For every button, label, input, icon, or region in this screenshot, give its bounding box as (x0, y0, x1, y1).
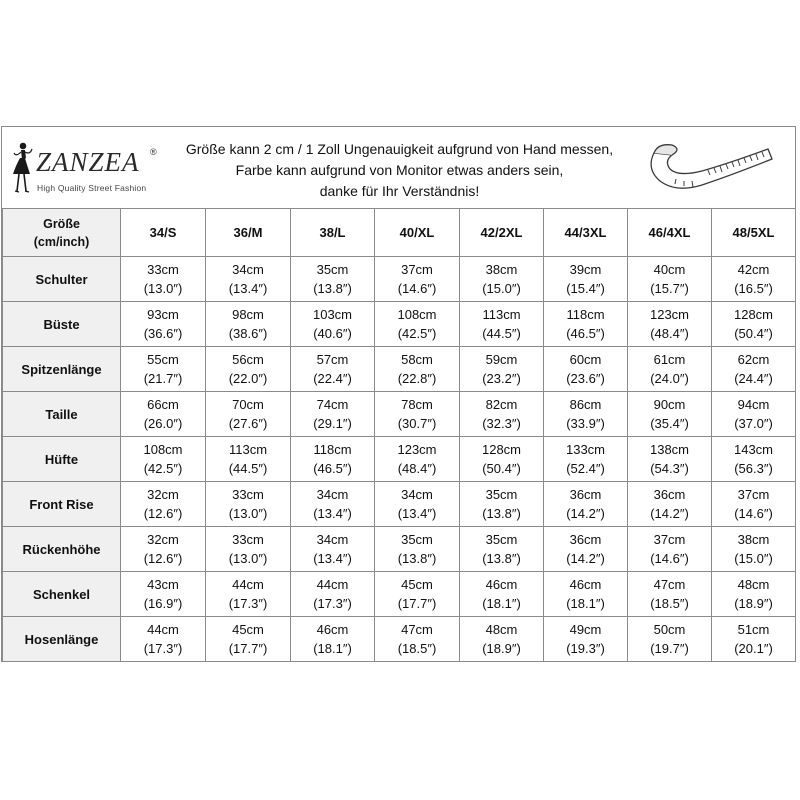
table-row (3, 392, 796, 437)
value-inch: (38.6″) (228, 326, 268, 341)
value-inch: (44.5″) (482, 326, 521, 341)
value-inch: (40.6″) (313, 326, 352, 341)
measuring-tape-icon (642, 139, 782, 199)
value-cm: 33cm (232, 487, 264, 502)
value-cm: 70cm (232, 397, 264, 412)
registered-mark: ® (150, 147, 157, 157)
measurement-cell (628, 617, 712, 662)
value-inch: (52.4″) (566, 461, 605, 476)
measurement-cell (628, 392, 712, 437)
notice-line: Größe kann 2 cm / 1 Zoll Ungenauigkeit aufgrund von Hand messen, (185, 141, 614, 157)
fashion-figure-icon (10, 141, 34, 199)
value-inch: (42.5″) (143, 461, 183, 476)
value-cm: 55cm (147, 352, 179, 367)
value-cm: 35cm (485, 487, 518, 502)
size-header-row (3, 209, 796, 257)
value-cm: 50cm (653, 622, 686, 637)
value-inch: (13.4″) (228, 281, 268, 296)
value-cm: 35cm (485, 532, 518, 547)
table-row (3, 617, 796, 662)
value-inch: (22.8″) (397, 371, 437, 386)
value-cm: 36cm (653, 487, 686, 502)
value-inch: (50.4″) (482, 461, 521, 476)
value-inch: (17.3″) (143, 641, 183, 656)
measurement-notice (167, 139, 632, 202)
value-cm: 58cm (401, 352, 433, 367)
table-row (3, 302, 796, 347)
measurement-cell (121, 482, 206, 527)
value-inch: (18.1″) (566, 596, 605, 611)
value-cm: 78cm (401, 397, 433, 412)
measurement-cell (375, 482, 460, 527)
value-inch: (13.4″) (313, 506, 352, 521)
measurement-cell (121, 302, 206, 347)
value-inch: (15.4″) (566, 281, 605, 296)
value-cm: 34cm (401, 487, 433, 502)
value-inch: (37.0″) (734, 416, 773, 431)
measurement-label: Büste (3, 302, 121, 347)
measurement-cell (544, 482, 628, 527)
measurement-cell (206, 392, 291, 437)
value-inch: (50.4″) (734, 326, 773, 341)
value-inch: (48.4″) (397, 461, 437, 476)
value-inch: (13.0″) (228, 551, 268, 566)
value-cm: 34cm (316, 532, 349, 547)
size-header: 38/L (291, 209, 375, 257)
value-cm: 98cm (232, 307, 264, 322)
measurement-cell (712, 572, 796, 617)
value-cm: 45cm (232, 622, 264, 637)
value-cm: 47cm (653, 577, 686, 592)
measurement-cell (628, 572, 712, 617)
value-cm: 51cm (737, 622, 770, 637)
value-inch: (16.5″) (734, 281, 773, 296)
value-cm: 33cm (147, 262, 179, 277)
measurement-cell (291, 617, 375, 662)
measurement-cell (121, 392, 206, 437)
value-cm: 123cm (397, 442, 437, 457)
value-cm: 44cm (232, 577, 264, 592)
value-inch: (46.5″) (566, 326, 605, 341)
brand-tagline: High Quality Street Fashion (37, 183, 147, 193)
value-cm: 133cm (565, 442, 606, 457)
value-cm: 113cm (482, 307, 521, 322)
measurement-cell (206, 437, 291, 482)
size-table-body (3, 257, 796, 662)
size-header: 46/4XL (628, 209, 712, 257)
value-cm: 48cm (737, 577, 770, 592)
value-cm: 36cm (569, 487, 602, 502)
measurement-cell (460, 482, 544, 527)
value-cm: 47cm (401, 622, 433, 637)
measurement-cell (375, 572, 460, 617)
value-cm: 118cm (313, 442, 352, 457)
measurement-cell (460, 392, 544, 437)
value-inch: (24.0″) (650, 371, 689, 386)
value-cm: 94cm (737, 397, 770, 412)
value-inch: (14.6″) (397, 281, 437, 296)
measurement-cell (121, 527, 206, 572)
value-inch: (44.5″) (228, 461, 268, 476)
size-header: 34/S (121, 209, 206, 257)
value-inch: (12.6″) (143, 506, 183, 521)
value-inch: (36.6″) (143, 326, 183, 341)
size-header: 40/XL (375, 209, 460, 257)
measurement-cell (460, 572, 544, 617)
table-row (3, 257, 796, 302)
measurement-cell (712, 437, 796, 482)
value-cm: 45cm (401, 577, 433, 592)
value-cm: 123cm (649, 307, 690, 322)
measurement-cell (291, 482, 375, 527)
value-inch: (13.8″) (397, 551, 437, 566)
value-inch: (18.1″) (313, 641, 352, 656)
value-cm: 38cm (737, 532, 770, 547)
value-inch: (32.3″) (482, 416, 521, 431)
measurement-cell (291, 437, 375, 482)
measurement-cell (544, 302, 628, 347)
value-inch: (30.7″) (397, 416, 437, 431)
value-inch: (48.4″) (650, 326, 689, 341)
measurement-cell (460, 347, 544, 392)
value-cm: 42cm (737, 262, 770, 277)
table-row (3, 437, 796, 482)
measurement-cell (375, 437, 460, 482)
measurement-cell (206, 482, 291, 527)
measurement-cell (121, 617, 206, 662)
measurement-cell (712, 392, 796, 437)
measurement-label: Rückenhöhe (3, 527, 121, 572)
value-inch: (54.3″) (650, 461, 689, 476)
value-inch: (12.6″) (143, 551, 183, 566)
measurement-cell (121, 257, 206, 302)
size-header: 36/M (206, 209, 291, 257)
value-cm: 35cm (316, 262, 349, 277)
measurement-cell (544, 527, 628, 572)
value-cm: 35cm (401, 532, 433, 547)
measurement-label: Spitzenlänge (3, 347, 121, 392)
measurement-cell (460, 527, 544, 572)
value-cm: 40cm (653, 262, 686, 277)
chart-header (2, 127, 795, 209)
value-inch: (17.3″) (313, 596, 352, 611)
value-inch: (29.1″) (313, 416, 352, 431)
measurement-cell (544, 572, 628, 617)
measurement-cell (712, 527, 796, 572)
value-inch: (33.9″) (566, 416, 605, 431)
measurement-cell (121, 572, 206, 617)
value-inch: (14.2″) (566, 551, 605, 566)
value-inch: (19.3″) (566, 641, 605, 656)
measurement-cell (291, 572, 375, 617)
measurement-cell (712, 617, 796, 662)
brand-logo (10, 139, 160, 201)
value-inch: (15.7″) (650, 281, 689, 296)
value-inch: (15.0″) (482, 281, 521, 296)
value-cm: 48cm (485, 622, 518, 637)
notice-line: danke für Ihr Verständnis! (319, 183, 480, 199)
measurement-cell (544, 347, 628, 392)
value-inch: (14.2″) (566, 506, 605, 521)
value-inch: (23.2″) (482, 371, 521, 386)
table-row (3, 347, 796, 392)
value-inch: (17.3″) (228, 596, 268, 611)
value-inch: (18.9″) (482, 641, 521, 656)
value-cm: 103cm (312, 307, 353, 322)
measurement-cell (460, 257, 544, 302)
size-header: 44/3XL (544, 209, 628, 257)
measurement-cell (291, 347, 375, 392)
table-row (3, 482, 796, 527)
measurement-cell (206, 572, 291, 617)
value-inch: (14.6″) (734, 506, 773, 521)
value-cm: 46cm (569, 577, 602, 592)
size-table (2, 208, 796, 662)
value-cm: 43cm (147, 577, 179, 592)
value-cm: 37cm (401, 262, 433, 277)
value-cm: 56cm (232, 352, 264, 367)
value-inch: (17.7″) (397, 596, 437, 611)
measurement-cell (712, 482, 796, 527)
measurement-cell (291, 257, 375, 302)
value-cm: 39cm (569, 262, 602, 277)
value-inch: (23.6″) (566, 371, 605, 386)
value-inch: (56.3″) (734, 461, 773, 476)
value-cm: 36cm (569, 532, 602, 547)
value-cm: 32cm (147, 487, 179, 502)
measurement-cell (628, 482, 712, 527)
measurement-cell (544, 257, 628, 302)
value-inch: (20.1″) (734, 641, 773, 656)
value-inch: (18.5″) (397, 641, 437, 656)
value-inch: (13.0″) (143, 281, 183, 296)
value-cm: 44cm (316, 577, 349, 592)
measurement-cell (375, 347, 460, 392)
size-chart (1, 126, 796, 662)
value-cm: 138cm (649, 442, 690, 457)
value-inch: (42.5″) (397, 326, 437, 341)
value-cm: 74cm (316, 397, 349, 412)
value-cm: 37cm (737, 487, 770, 502)
size-header: 42/2XL (460, 209, 544, 257)
value-inch: (13.8″) (313, 281, 352, 296)
value-cm: 90cm (653, 397, 686, 412)
value-inch: (27.6″) (228, 416, 268, 431)
value-inch: (21.7″) (143, 371, 183, 386)
table-row (3, 572, 796, 617)
measurement-cell (712, 302, 796, 347)
notice-line: Farbe kann aufgrund von Monitor etwas anders sein, (235, 162, 564, 178)
value-inch: (26.0″) (143, 416, 183, 431)
measurement-label: Schenkel (3, 572, 121, 617)
value-inch: (15.0″) (734, 551, 773, 566)
measurement-cell (460, 302, 544, 347)
value-inch: (24.4″) (734, 371, 773, 386)
measurement-label: Taille (3, 392, 121, 437)
value-cm: 60cm (569, 352, 602, 367)
measurement-cell (544, 617, 628, 662)
value-inch: (22.4″) (313, 371, 352, 386)
value-cm: 37cm (653, 532, 686, 547)
measurement-cell (712, 257, 796, 302)
measurement-cell (628, 437, 712, 482)
value-cm: 34cm (232, 262, 264, 277)
measurement-cell (375, 302, 460, 347)
value-cm: 34cm (316, 487, 349, 502)
measurement-cell (460, 617, 544, 662)
measurement-cell (375, 617, 460, 662)
value-cm: 49cm (569, 622, 602, 637)
value-inch: (16.9″) (143, 596, 183, 611)
value-cm: 108cm (397, 307, 437, 322)
value-cm: 38cm (485, 262, 518, 277)
value-inch: (14.2″) (650, 506, 689, 521)
measurement-cell (628, 302, 712, 347)
measurement-cell (206, 527, 291, 572)
value-cm: 44cm (147, 622, 179, 637)
value-cm: 62cm (737, 352, 770, 367)
value-cm: 46cm (316, 622, 349, 637)
value-cm: 143cm (733, 442, 774, 457)
value-cm: 57cm (316, 352, 349, 367)
measurement-cell (375, 257, 460, 302)
value-inch: (14.6″) (650, 551, 689, 566)
value-cm: 108cm (143, 442, 183, 457)
measurement-label: Front Rise (3, 482, 121, 527)
measurement-cell (712, 347, 796, 392)
measurement-cell (121, 437, 206, 482)
value-cm: 93cm (147, 307, 179, 322)
measurement-cell (121, 347, 206, 392)
measurement-cell (206, 257, 291, 302)
value-inch: (18.1″) (482, 596, 521, 611)
value-cm: 46cm (485, 577, 518, 592)
value-cm: 33cm (232, 532, 264, 547)
table-row (3, 527, 796, 572)
size-header: 48/5XL (712, 209, 796, 257)
measurement-cell (206, 302, 291, 347)
value-inch: (13.8″) (482, 551, 521, 566)
value-inch: (22.0″) (228, 371, 268, 386)
measurement-cell (206, 617, 291, 662)
value-cm: 61cm (653, 352, 686, 367)
measurement-cell (544, 392, 628, 437)
measurement-cell (628, 347, 712, 392)
value-cm: 118cm (566, 307, 605, 322)
value-cm: 86cm (569, 397, 602, 412)
value-inch: (35.4″) (650, 416, 689, 431)
value-cm: 32cm (147, 532, 179, 547)
brand-name: ZANZEA (36, 147, 140, 177)
value-inch: (18.5″) (650, 596, 689, 611)
value-inch: (13.0″) (228, 506, 268, 521)
measurement-cell (628, 527, 712, 572)
measurement-label: Schulter (3, 257, 121, 302)
value-inch: (13.4″) (397, 506, 437, 521)
value-inch: (17.7″) (228, 641, 268, 656)
value-inch: (13.8″) (482, 506, 521, 521)
value-cm: 113cm (228, 442, 268, 457)
measurement-cell (628, 257, 712, 302)
measurement-cell (544, 437, 628, 482)
measurement-cell (460, 437, 544, 482)
corner-header: Größe (cm/inch) (3, 209, 121, 257)
value-cm: 66cm (147, 397, 179, 412)
measurement-label: Hüfte (3, 437, 121, 482)
value-inch: (19.7″) (650, 641, 689, 656)
measurement-label: Hosenlänge (3, 617, 121, 662)
value-inch: (18.9″) (734, 596, 773, 611)
value-cm: 128cm (733, 307, 774, 322)
value-inch: (46.5″) (313, 461, 352, 476)
value-cm: 59cm (485, 352, 518, 367)
measurement-cell (375, 392, 460, 437)
measurement-cell (291, 392, 375, 437)
value-cm: 128cm (481, 442, 522, 457)
measurement-cell (375, 527, 460, 572)
value-cm: 82cm (485, 397, 518, 412)
value-inch: (13.4″) (313, 551, 352, 566)
measurement-cell (291, 302, 375, 347)
measurement-cell (206, 347, 291, 392)
measurement-cell (291, 527, 375, 572)
